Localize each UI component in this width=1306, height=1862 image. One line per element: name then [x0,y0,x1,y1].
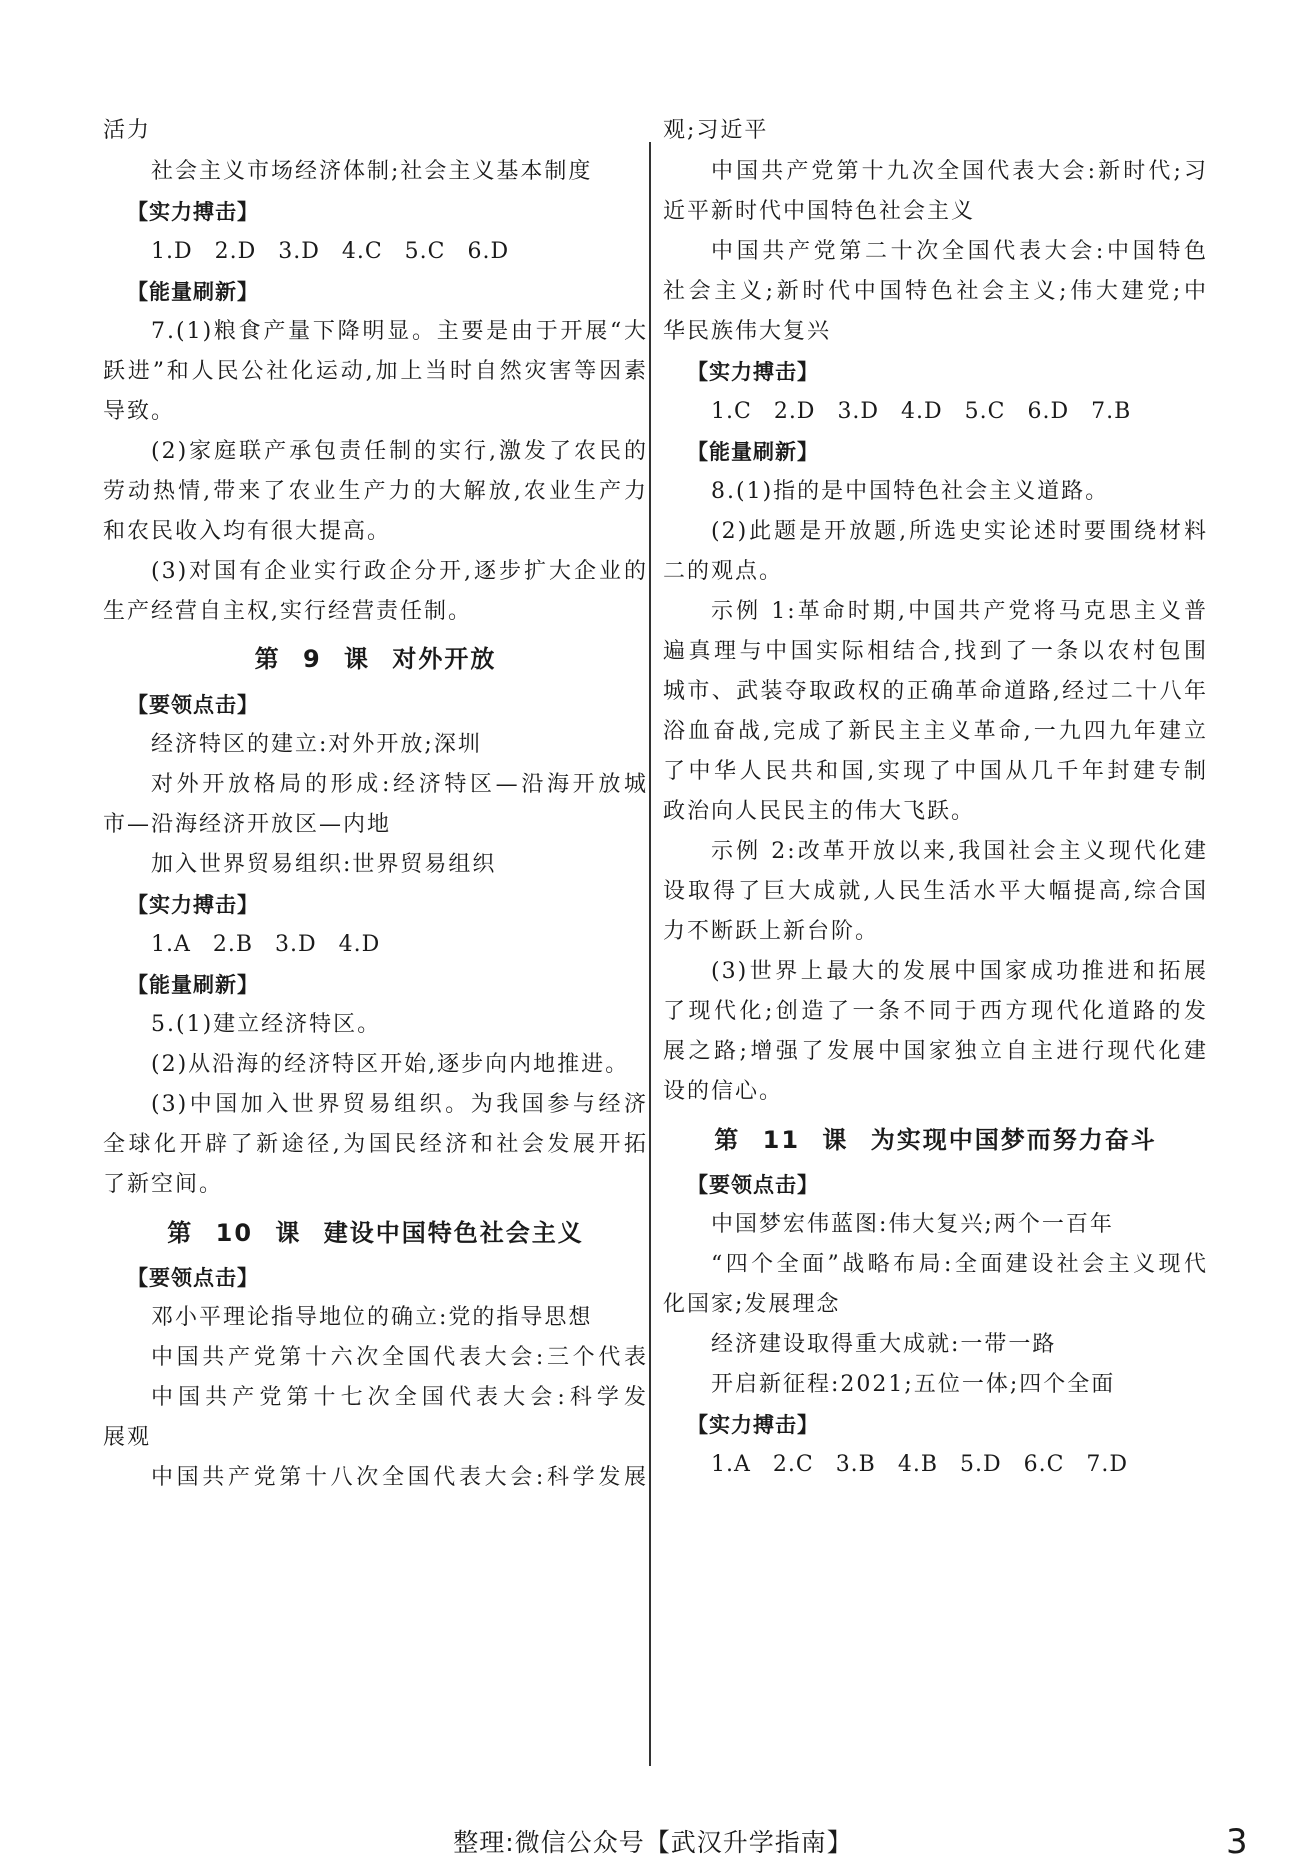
footer-credit: 整理:微信公众号【武汉升学指南】 [453,1828,853,1857]
section-heading: 【能量刷新】 [687,440,819,464]
text-line: 社会主义;新时代中国特色社会主义;伟大建党;中 [663,279,1208,304]
section-heading: 【实力搏击】 [687,1413,819,1437]
answer-key: 1.C 2.D 3.D 4.D 5.C 6.D 7.B [711,399,1132,424]
section-heading: 【实力搏击】 [127,200,259,224]
text-line: (2)此题是开放题,所选史实论述时要围绕材料 [711,519,1208,544]
text-line: “四个全面”战略布局:全面建设社会主义现代 [711,1252,1208,1277]
text-line: 城市、武装夺取政权的正确革命道路,经过二十八年 [663,679,1208,704]
text-line: 经济建设取得重大成就:一带一路 [711,1332,1057,1357]
text-line: 化国家;发展理念 [663,1292,841,1317]
text-line: 展观 [103,1425,152,1450]
text-line: 7.(1)粮食产量下降明显。主要是由于开展“大 [151,319,648,344]
text-line: 和农民收入均有很大提高。 [103,519,392,544]
text-line: 中国梦宏伟蓝图:伟大复兴;两个一百年 [711,1212,1114,1237]
text-line: (3)世界上最大的发展中国家成功推进和拓展 [711,959,1208,984]
lesson-title: 第 10 课 建设中国特色社会主义 [167,1219,584,1247]
text-line: 社会主义市场经济体制;社会主义基本制度 [151,159,593,184]
section-heading: 【能量刷新】 [127,973,259,997]
text-line: 生产经营自主权,实行经营责任制。 [103,599,472,624]
text-line: 示例 1:革命时期,中国共产党将马克思主义普 [711,599,1208,624]
text-line: (2)从沿海的经济特区开始,逐步向内地推进。 [151,1052,630,1077]
answer-key: 1.D 2.D 3.D 4.C 5.C 6.D [151,239,510,264]
text-line: 遍真理与中国实际相结合,找到了一条以农村包围 [663,639,1208,664]
section-heading: 【实力搏击】 [687,360,819,384]
text-line: 全球化开辟了新途径,为国民经济和社会发展开拓 [103,1132,648,1157]
text-line: 加入世界贸易组织:世界贸易组织 [151,852,497,877]
text-line: (2)家庭联产承包责任制的实行,激发了农民的 [151,439,648,464]
text-line: 示例 2:改革开放以来,我国社会主义现代化建 [711,839,1208,864]
text-line: 跃进”和人民公社化运动,加上当时自然灾害等因素 [103,359,648,384]
text-line: 近平新时代中国特色社会主义 [663,199,976,224]
text-line: 开启新征程:2021;五位一体;四个全面 [711,1372,1116,1397]
text-line: 浴血奋战,完成了新民主主义革命,一九四九年建立 [663,719,1208,744]
text-line: 中国共产党第十九次全国代表大会:新时代;习 [711,159,1208,184]
text-line: 中国共产党第十八次全国代表大会:科学发展 [151,1465,648,1490]
text-line: 劳动热情,带来了农业生产力的大解放,农业生产力 [103,479,648,504]
text-line: 5.(1)建立经济特区。 [151,1012,382,1037]
text-line: 中国共产党第十七次全国代表大会:科学发 [151,1385,648,1410]
section-heading: 【要领点击】 [127,693,259,717]
text-line: 了现代化;创造了一条不同于西方现代化道路的发 [663,999,1208,1024]
text-line: 中国共产党第十六次全国代表大会:三个代表 [151,1345,648,1370]
section-heading: 【要领点击】 [687,1173,819,1197]
text-line: 经济特区的建立:对外开放;深圳 [151,732,482,757]
text-line: 力不断跃上新台阶。 [663,919,880,944]
section-heading: 【能量刷新】 [127,280,259,304]
text-line: 邓小平理论指导地位的确立:党的指导思想 [151,1305,593,1330]
text-line: 设的信心。 [663,1079,784,1104]
text-line: 二的观点。 [663,559,784,584]
column-divider [649,142,651,1766]
answer-key: 1.A 2.C 3.B 4.B 5.D 6.C 7.D [711,1452,1129,1477]
text-line: 导致。 [103,399,176,424]
text-line: (3)对国有企业实行政企分开,逐步扩大企业的 [151,559,648,584]
text-line: 展之路;增强了发展中国家独立自主进行现代化建 [663,1039,1208,1064]
page-number: 3 [1226,1822,1248,1862]
text-line: 了中华人民共和国,实现了中国从几千年封建专制 [663,759,1208,784]
answer-key: 1.A 2.B 3.D 4.D [151,932,381,957]
text-line: 中国共产党第二十次全国代表大会:中国特色 [711,239,1208,264]
lesson-title: 第 9 课 对外开放 [254,645,497,673]
text-line: 8.(1)指的是中国特色社会主义道路。 [711,479,1110,504]
text-line: 设取得了巨大成就,人民生活水平大幅提高,综合国 [663,879,1208,904]
section-heading: 【要领点击】 [127,1266,259,1290]
text-line: 活力 [103,118,152,143]
section-heading: 【实力搏击】 [127,893,259,917]
text-line: 观;习近平 [663,118,769,143]
lesson-title: 第 11 课 为实现中国梦而努力奋斗 [714,1126,1157,1154]
text-line: 对外开放格局的形成:经济特区—沿海开放城 [151,772,648,797]
text-line: 华民族伟大复兴 [663,319,832,344]
text-line: 市—沿海经济开放区—内地 [103,812,392,837]
text-line: (3)中国加入世界贸易组织。为我国参与经济 [151,1092,648,1117]
text-line: 政治向人民民主的伟大飞跃。 [663,799,976,824]
text-line: 了新空间。 [103,1172,224,1197]
